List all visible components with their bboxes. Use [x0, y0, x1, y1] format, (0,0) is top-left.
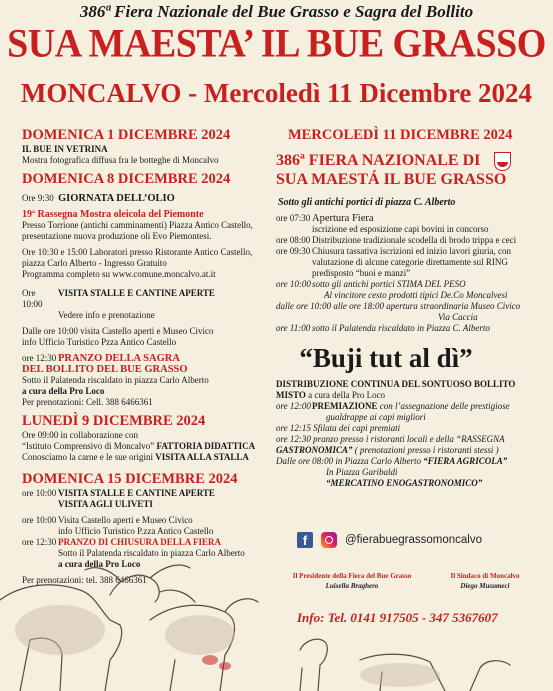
- header-title: SUA MAESTA’ IL BUE GRASSO: [7, 21, 546, 67]
- event-text: Presso Torrione (antichi camminamenti) Piazza Antico Castello,: [22, 220, 253, 230]
- schedule-row: [22, 193, 272, 204]
- schedule-row: [22, 288, 272, 310]
- event-text-part: ( prenotazioni presso i ristoranti stessi ): [352, 445, 499, 455]
- schedule-row: [276, 213, 536, 224]
- schedule-row: [22, 353, 272, 364]
- event-text: info Ufficio Turistico P.zza Antico Castello: [58, 526, 214, 536]
- event-text: In Piazza Garibaldi: [326, 467, 398, 477]
- signature-name: Luisella Braghero: [325, 582, 379, 590]
- event-time: ore 12:30: [22, 537, 57, 547]
- event-title: 19ª Rassegna Mostra oleicola del Piemonte: [22, 209, 204, 220]
- event-title: DEL BOLLITO DEL BUE GRASSO: [22, 364, 188, 375]
- fiera-title-text: 386ª FIERA NAZIONALE DI: [276, 152, 481, 169]
- fiera-title-line: [276, 152, 536, 171]
- oxen-illustration: [0, 540, 553, 691]
- event-text: predisposto “buoi e manzi”: [312, 268, 411, 278]
- event-text: Distribuzione tradizionale scodella di brodo trippa e ceci: [312, 235, 517, 245]
- event-text: info Ufficio Turistico Pzza Antico Castello: [22, 337, 177, 347]
- event-title: GASTRONOMICA”: [276, 445, 353, 455]
- event-time: Ore 10:00: [22, 288, 43, 309]
- event-title: GIORNATA DELL’OLIO: [58, 193, 175, 204]
- event-time: ore 12:30: [22, 353, 57, 363]
- event-text: Dalle ore 10:00 visita Castello aperti e Museo Civico: [22, 326, 214, 336]
- event-text-part: Dalle ore 08:00 in Piazza Carlo Alberto: [276, 456, 424, 466]
- schedule-row: [276, 401, 536, 412]
- event-text: Sotto il Palatenda riscaldato in piazza Carlo Alberto: [58, 548, 245, 558]
- event-text-part: “Istituto Comprensivo di Moncalvo”: [22, 441, 155, 451]
- schedule-row: [22, 488, 272, 499]
- event-text: Per prenotazioni: tel. 388 6466361: [22, 575, 147, 585]
- event-text-part: a cura della Pro Loco: [305, 390, 386, 400]
- fiera-title-line: SUA MAESTÁ IL BUE GRASSO: [276, 171, 507, 188]
- event-time: ore 09:30: [276, 246, 311, 256]
- schedule-row: [276, 279, 536, 290]
- event-time: Ore 9:30: [22, 193, 54, 203]
- event-title: VISITA AGLI ULIVETI: [58, 499, 153, 509]
- right-column: [276, 127, 536, 489]
- event-time: ore 08:00: [276, 235, 311, 245]
- event-time: ore 10:00: [22, 488, 57, 498]
- event-text: dalle ore 10:00 alle ore 18:00 apertura straordinaria Museo Civico: [276, 301, 521, 311]
- event-title: “MERCATINO ENOGASTRONOMICO”: [326, 478, 483, 488]
- fiera-title-block: [276, 152, 536, 189]
- event-title: PREMIAZIONE: [312, 401, 378, 411]
- portici-heading: Sotto gli antichi portici di piazza C. Alberto: [278, 197, 456, 208]
- event-title: FATTORIA DIDATTICA: [156, 441, 256, 451]
- event-title: VISITA STALLE E CANTINE APERTE: [58, 488, 215, 498]
- event-text: Ore 09:00 in collaborazione con: [22, 430, 138, 440]
- event-text: Al vincitore cesto prodotti tipici De.Co Moncalvesi: [324, 290, 508, 300]
- day-heading-dec-11: MERCOLEDÌ 11 DICEMBRE 2024: [288, 127, 513, 143]
- buji-title: “Buji tut al dì”: [299, 343, 473, 373]
- event-title: PRANZO DI CHIUSURA DELLA FIERA: [58, 537, 222, 547]
- event-text: sotto il Palatenda riscaldato in Piazza C. Alberto: [312, 323, 490, 333]
- event-text: Chiusura tassativa iscrizioni ed inizio lavori giuria, con: [312, 246, 511, 256]
- event-text: ore 12:30 pranzo presso i ristoranti locali e della “RASSEGNA: [276, 434, 505, 444]
- event-text: [276, 456, 536, 467]
- event-time: ore 10:00: [276, 279, 311, 289]
- day-heading-dec-9: LUNEDÌ 9 DICEMBRE 2024: [22, 413, 206, 429]
- event-text: Visita Castello aperti e Museo Civico: [58, 515, 193, 525]
- schedule-row: [276, 323, 536, 334]
- day-heading-dec-8: DOMENICA 8 DICEMBRE 2024: [22, 171, 231, 187]
- event-text-part: con l’assegnazione delle prestigiose: [377, 401, 510, 411]
- event-text: Ore 10:30 e 15:00 Laboratori presso Ristorante Antico Castello,: [22, 247, 253, 257]
- signature-name: Diego Musumeci: [460, 582, 510, 590]
- event-text: [22, 452, 272, 463]
- schedule-row: [276, 235, 536, 246]
- event-text: [22, 441, 272, 452]
- event-title: VISITA ALLA STALLA: [155, 452, 249, 462]
- social-handle[interactable]: @fierabuegrassomoncalvo: [345, 534, 482, 546]
- event-text: Per prenotazioni: Cell. 388 6466361: [22, 397, 153, 407]
- event-title: Apertura Fiera: [312, 213, 374, 224]
- event-time: ore 07:30: [276, 213, 311, 223]
- event-title: MISTO: [276, 390, 306, 400]
- event-text: Programma completo su www.comune.moncalvo.at.it: [22, 269, 216, 279]
- event-time: ore 10:00: [22, 515, 57, 525]
- header-subtitle: 386ª Fiera Nazionale del Bue Grasso e Sagra del Bollito: [79, 2, 474, 21]
- event-text: presentazione nuova produzione oli Evo Piemontesi.: [22, 231, 212, 241]
- event-text: Vedere info e prenotazione: [58, 310, 155, 320]
- event-text: [276, 390, 536, 401]
- signature-role: Il Presidente della Fiera del Bue Grasso: [292, 572, 412, 580]
- left-column: [22, 127, 272, 586]
- event-title: VISITA STALLE E CANTINE APERTE: [58, 288, 215, 298]
- event-title: IL BUE IN VETRINA: [22, 144, 108, 154]
- facebook-icon[interactable]: f: [297, 532, 313, 548]
- moncalvo-crest-icon: [494, 152, 511, 171]
- event-title: “FIERA AGRICOLA”: [423, 456, 508, 466]
- event-text: a cura della Pro Loco: [58, 559, 141, 569]
- event-title: DISTRIBUZIONE CONTINUA DEL SONTUOSO BOLLITO: [276, 379, 516, 389]
- event-text: Mostra fotografica diffusa fra le botteghe di Moncalvo: [22, 155, 219, 165]
- event-time: ore 12:00: [276, 401, 311, 411]
- event-text: Via Caccia: [438, 312, 478, 322]
- event-text: [276, 445, 536, 456]
- info-phone: Info: Tel. 0141 917505 - 347 5367607: [297, 610, 498, 625]
- event-text: gualdrappe ai capi migliori: [326, 412, 426, 422]
- event-text: sotto gli antichi portici STIMA DEL PESO: [312, 279, 466, 289]
- event-text: ore 12:15 Sfilata dei capi premiati: [276, 423, 401, 433]
- day-heading-dec-15: DOMENICA 15 DICEMBRE 2024: [22, 471, 238, 487]
- event-text: Sotto il Palatenda riscaldato in piazza Carlo Alberto: [22, 375, 209, 385]
- day-heading-dec-1: DOMENICA 1 DICEMBRE 2024: [22, 127, 231, 143]
- event-text: valutazione di alcune categorie direttamente sul RING: [312, 257, 508, 267]
- signature-role: Il Sindaco di Moncalvo: [450, 572, 520, 580]
- event-text-part: Conosciamo la carne e le sue origini: [22, 452, 153, 462]
- event-time: ore 11:00: [276, 323, 311, 333]
- event-text: a cura della Pro Loco: [22, 386, 105, 396]
- schedule-row: [22, 515, 272, 526]
- event-text: iscrizione ed esposizione capi bovini in concorso: [312, 224, 489, 234]
- header-date: MONCALVO - Mercoledì 11 Dicembre 2024: [20, 78, 533, 108]
- event-title: PRANZO DELLA SAGRA: [58, 353, 180, 364]
- schedule-row: [276, 246, 536, 257]
- event-text: piazza Carlo Alberto - Ingresso Gratuito: [22, 258, 167, 268]
